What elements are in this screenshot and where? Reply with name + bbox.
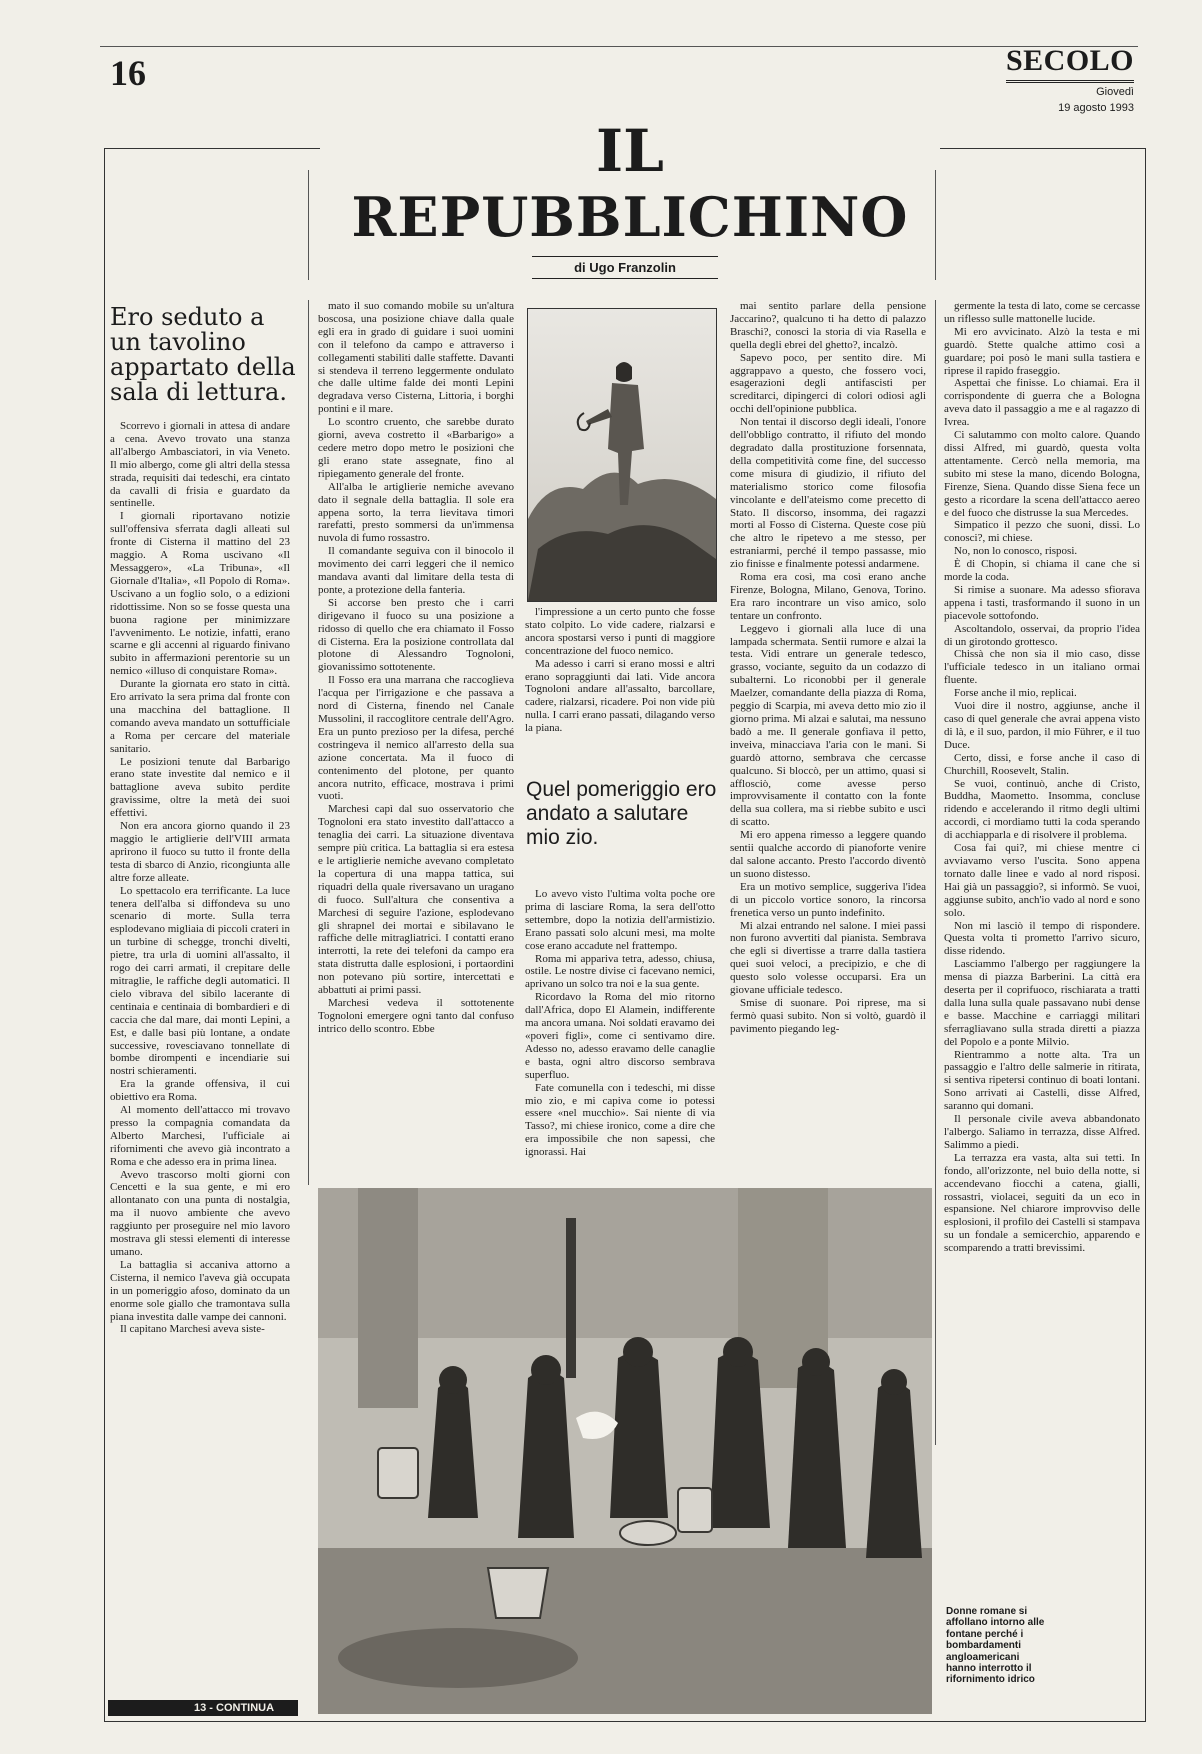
byline: di Ugo Franzolin bbox=[532, 256, 718, 279]
article-paragraph: Lasciammo l'albergo per raggiungere la mensa di piazza Barberini. La città era deserta per il coprifuoco, rischiarata a tratti dalla luna sulla quale passavano nubi dense e basse. Macchine e carriaggi militari sferragliavano sulla strada diretti a piazza del Popolo e a ponte Milvio. bbox=[944, 958, 1140, 1048]
article-column-2 bbox=[318, 300, 514, 1186]
article-column-1 bbox=[110, 420, 290, 1375]
article-paragraph: Se vuoi, continuò, anche di Cristo, Buddha, Maometto. Insomma, concluse ridendo e accelerando il ritmo degli ultimi accordi, ci mordiamo tutti la coda sperando di acchiapparla e di risolvere il problema. bbox=[944, 777, 1140, 842]
article-column-5 bbox=[944, 300, 1140, 1445]
issue-date: 19 agosto 1993 bbox=[1058, 102, 1134, 114]
photo-women-fountain bbox=[318, 1188, 932, 1714]
article-paragraph: Si rimise a suonare. Ma adesso sfiorava appena i tasti, trasformando il suono in un piacevole sottofondo. bbox=[944, 583, 1140, 622]
article-paragraph: Cosa fai qui?, mi chiese mentre ci avviavamo verso l'uscita. Sono appena tornato dalle linee e vado al nord risposi. Hai già un passaggio?, si informò. Se vuoi, aggiunse subito, anch'io vado al nord e sono solo. bbox=[944, 842, 1140, 919]
article-paragraph: Certo, dissi, e forse anche il caso di Churchill, Roosevelt, Stalin. bbox=[944, 751, 1140, 777]
article-paragraph: È di Chopin, si chiama il cane che si morde la coda. bbox=[944, 558, 1140, 584]
article-paragraph: mai sentito parlare della pensione Jaccarino?, qualcuno ti ha detto di palazzo Braschi?, conosci la storia di via Rasella e quella degli ebrei del ghetto?, incalzò. bbox=[730, 300, 926, 351]
article-paragraph: Roma era così, ma così erano anche Firenze, Bologna, Milano, Genova, Torino. Era raro incontrare un viso amico, solo tentare un confronto. bbox=[730, 571, 926, 622]
article-paragraph: Scorrevo i giornali in attesa di andare a cena. Avevo trovato una stanza all'albergo Ambasciatori, in via Veneto. Il mio albergo, come gli altri della stessa strada, requisiti dai tedeschi, era cintato da cavalli di frisia e guardato da sentinelle. bbox=[110, 420, 290, 510]
article-paragraph: Si accorse ben presto che i carri dirigevano il fuoco su una posizione a ridosso di quello che era chiamato il Fosso di Cisterna. Era la posizione controllata dal plotone di Alessandro Tognoloni, giovanissimo sottotenente. bbox=[318, 596, 514, 674]
subheading-uncle: Quel pomeriggio ero andato a salutare mio zio. bbox=[526, 778, 717, 849]
subheading-reading-room: Ero seduto a un tavolino appartato della sala di lettura. bbox=[110, 303, 296, 406]
article-column-3b bbox=[525, 888, 715, 1188]
article-paragraph: Marchesi vedeva il sottotenente Tognoloni emergere ogni tanto dal confuso intrico dello scontro. Ebbe bbox=[318, 996, 514, 1035]
article-paragraph: Non tentai il discorso degli ideali, l'onore dell'obbligo contratto, il rifiuto del mondo degradato dalla prostituzione forsennata, della competitività come fine, del successo come misura di giudizio, il rifiuto del materialismo storico come filosofia vincolante e dell'ateismo come precetto di Stato. Il discorso, insomma, dei ragazzi morti al Fosso di Cisterna. Queste cose più che altro le ripetevo a me stesso, per estraniarmi, perché il tempo passasse, mio zio finisse e finalmente potessi andarmene. bbox=[730, 416, 926, 571]
article-paragraph: No, non lo conosco, risposi. bbox=[954, 545, 1078, 558]
article-paragraph: Ricordavo la Roma del mio ritorno dall'Africa, dopo El Alamein, indifferente ma ancora umana. Noi soldati eravamo dei «poveri figli», come ci sentivamo dire. Adesso no, adesso eravamo delle canaglie e basta, ogni altro discorso sembrava superfluo. bbox=[525, 991, 715, 1081]
article-paragraph: Ma adesso i carri si erano mossi e altri erano sopraggiunti dai lati. Vide ancora Tognoloni andare all'assalto, barcollare, cadere, rialzarsi, ricadere. Poi non vide più nulla. I carri erano passati, dilagando verso la piana. bbox=[525, 657, 715, 735]
article-paragraph: Il personale civile aveva abbandonato l'albergo. Saliamo in terrazza, disse Alfred. Salimmo a piedi. bbox=[944, 1113, 1140, 1151]
article-paragraph: Chissà che non sia il mio caso, disse l'ufficiale tedesco in un italiano ormai fluente. bbox=[944, 648, 1140, 687]
soldier-photo-illustration bbox=[528, 309, 716, 601]
article-paragraph: Durante la giornata ero stato in città. Ero arrivato la sera prima dal fronte con una macchina del battaglione. Il comando aveva mandato un sottufficiale a Roma per cercare del materiale sanitario. bbox=[110, 678, 290, 755]
article-paragraph: Fate comunella con i tedeschi, mi disse mio zio, e mi capiva come io potessi essere «nel mucchio». Sai niente di via Tasso?, mi chiese ironico, come a dire che era impossibile che non sapessi, che ignorassi. Hai bbox=[525, 1081, 715, 1159]
article-paragraph: Ci salutammo con molto calore. Quando dissi Alfred, mi guardò, questa volta attentamente. Cercò nella memoria, ma subito mi stese la mano, dicendo Bologna, Firenze, Siena. Quando disse Siena fece un gesto a ricordare la scena dell'attacco aereo e del fuoco che distrusse la sua Mercedes. bbox=[944, 429, 1140, 519]
article-paragraph: Avevo trascorso molti giorni con Cencetti e la sua gente, e mi ero allontanato con una punta di nostalgia, ma il nuovo ambiente che avevo raggiunto per proseguire nel mio lavoro mostrava gli stessi elementi di interesse umano. bbox=[110, 1168, 290, 1258]
column-rule bbox=[308, 300, 309, 1185]
article-paragraph: La battaglia si accaniva attorno a Cisterna, il nemico l'aveva già occupata in un pomeriggio afoso, dominato da un enorme sole giallo che tramontava sulla piana investita dalle vampe dei cannoni. bbox=[110, 1258, 290, 1323]
column-rule bbox=[935, 300, 936, 1445]
article-paragraph: mato il suo comando mobile su un'altura boscosa, una posizione chiave dalla quale egli era in grado di guidare i suoi uomini con il telefono da campo e attraverso i collegamenti stabiliti dalle staffette. Davanti si stendeva il terreno leggermente ondulato che dalle ultime falde dei monti Lepini degradava verso Cisterna, Littoria, i borghi pontini e il mare. bbox=[318, 300, 514, 416]
article-paragraph: Lo spettacolo era terrificante. La luce tenera dell'alba si diffondeva su uno scenario di morte. Sulla terra esplodevano migliaia di piccoli crateri in un turbine di schegge, tronchi divelti, pietre, tra urla di uomini all'assalto, il rogo dei carri armati, il crepitare delle mitraglie, le raffiche degli automatici. Il cielo vibrava del sibilo lacerante di centinaia e centinaia di bombardieri e di caccia che dal mare, dai monti Lepini, a Est, e dalle basi più lontane, a ondate successive, rovesciavano tonnellate di bombe dirompenti e incendiarie sui nostri schieramenti. bbox=[110, 884, 290, 1078]
article-paragraph: Simpatico il pezzo che suoni, dissi. Lo conosci?, mi chiese. bbox=[944, 519, 1140, 545]
article-paragraph: Mi alzai entrando nel salone. I miei passi non furono avvertiti dal pianista. Sembrava che egli si divertisse a trarre dalla tastiera quei suoi veloci, a precipizio, e che di questo solo volesse occuparsi. Era un giovane ufficiale tedesco. bbox=[730, 919, 926, 997]
article-paragraph: Il capitano Marchesi aveva siste- bbox=[120, 1323, 265, 1336]
column-rule bbox=[308, 170, 309, 280]
article-paragraph: Il Fosso era una marrana che raccoglieva l'acqua per l'irrigazione e che passava a nord di Cisterna, finendo nel Canale Mussolini, il raccoglitore centrale dell'Agro. Era un punto prezioso per la difesa, perché costringeva il nemico all'arresto della sua azione concertata. Ma il fuoco di contenimento del plotone, per quanto ancora nutrito, efficace, mostrava i primi vuoti. bbox=[318, 674, 514, 803]
top-rule bbox=[100, 46, 1138, 47]
article-paragraph: Mi ero avvicinato. Alzò la testa e mi guardò. Stette qualche attimo così a guardare; poi posò le mani sulla tastiera e riprese il rapido fraseggio. bbox=[944, 325, 1140, 377]
article-paragraph: Era la grande offensiva, il cui obiettivo era Roma. bbox=[110, 1078, 290, 1104]
page-number: 16 bbox=[110, 53, 146, 93]
article-paragraph: La terrazza era vasta, alta sui tetti. In fondo, all'orizzonte, nel buio della notte, si accendevano fiocchi a catena, gialli, rossastri, violacei, seguiti da un eco in espansione. Nel chiarore improvviso delle esplosioni, il profilo dei Castelli si stampava su un fondale a semicerchio, apparendo e scomparendo a tratti brevissimi. bbox=[944, 1151, 1140, 1255]
continua-bar: 13 - CONTINUA bbox=[108, 1700, 298, 1716]
article-paragraph: Non era ancora giorno quando il 23 maggio le artiglierie dell'VIII armata aprirono il fuoco su tutto il fronte della testa di sbarco di Anzio, ricongiunta alle altre forze alleate. bbox=[110, 820, 290, 884]
article-paragraph: Al momento dell'attacco mi trovavo presso la compagnia comandata da Alberto Marchesi, l'ufficiale ai rifornimenti che avevo già incontrato a Roma e che adesso era in prima linea. bbox=[110, 1104, 290, 1168]
article-paragraph: Era un motivo semplice, suggeriva l'idea di un piccolo vortice sonoro, la rincorsa frenetica verso un punto indefinito. bbox=[730, 880, 926, 919]
article-paragraph: Ascoltandolo, osservai, da proprio l'idea di un girotondo grottesco. bbox=[944, 622, 1140, 648]
article-paragraph: Marchesi capì dal suo osservatorio che Tognoloni era stato investito dall'attacco a tenaglia dei carri. La situazione diventava sempre più critica. La battaglia si era estesa e le artiglierie nemiche avevano completato la copertura di una mappa tattica, sui riquadri della quale riversavano un uragano di fuoco. Sull'altura che consentiva a Marchesi di seguire l'azione, esplodevano gli shrapnel dei mortai e sibilavano le raffiche delle mitragliatrici. I contatti erano interrotti, la rete dei telefoni da campo era stata distrutta dalle esplosioni, i portaordini non potevano più sortire, intercettati e abbattuti ai primi passi. bbox=[318, 803, 514, 997]
article-paragraph: Forse anche il mio, replicai. bbox=[954, 687, 1077, 700]
newspaper-logo: SECOLO bbox=[1006, 44, 1134, 83]
article-paragraph: Smise di suonare. Poi riprese, ma si fermò quasi subito. Non si voltò, guardò il pavimento piegando leg- bbox=[730, 996, 926, 1035]
article-paragraph: Sapevo poco, per sentito dire. Mi aggrappavo a questo, che fossero voci, esagerazioni degli antifascisti per screditarci, dipingerci di colori odiosi agli occhi dell'opinione pubblica. bbox=[730, 351, 926, 416]
article-paragraph: All'alba le artiglierie nemiche avevano dato il segnale della battaglia. Il sole era appena sorto, la terra lievitava timori rarefatti, presto sommersi da un'immensa nuvola di fumo rossastro. bbox=[318, 480, 514, 545]
article-paragraph: I giornali riportavano notizie sull'offensiva sferrata dagli alleati sul fronte di Cisterna il mattino del 23 maggio. A Roma uscivano «Il Messaggero», «La Tribuna», «Il Giornale d'Italia», «Il Popolo di Roma». Uscivano a un foglio solo, o a edizioni ridottissime. Non so se fosse questa una buona ragione per minimizzare l'avvenimento. Le notizie, infatti, erano scarne e gli accenni al riguardo finivano subito in affermazioni perentorie su un nemico «illuso di conquistare Roma». bbox=[110, 510, 290, 678]
article-paragraph: Rientrammo a notte alta. Tra un passaggio e l'altro delle salmerie in ritirata, si sentiva ripetersi continuo di boati lontani. Sono arrivati ai Castelli, disse Alfred, saranno qui domani. bbox=[944, 1048, 1140, 1113]
issue-day: Giovedì bbox=[1096, 86, 1134, 98]
article-title bbox=[320, 118, 940, 250]
article-paragraph: Leggevo i giornali alla luce di una lampada schermata. Sentii rumore e alzai la testa. Vidi entrare un generale tedesco, grasso, vociante, seguito da un codazzo di subalterni. Lo riconobbi per il generale Maelzer, comandante della piazza di Roma, peggio di Scarpia, mi aveva detto mio zio il giorno prima. Mi alzai e salutai, ma nessuno badò a me. Il generale gonfiava il petto, inveiva, minacciava l'aria con le mani. Si guardò attorno, sembrava che cercasse qualcuno. Si bloccò, per un attimo, quasi si afflosciò, come avesse perso improvvisamente il contatto con la fonte della sua collera, ma si riebbe subito e uscì di scatto. bbox=[730, 622, 926, 829]
article-paragraph: Le posizioni tenute dal Barbarigo erano state investite dal nemico e il battaglione aveva subito perdite gravissime, oltre la metà dei suoi effettivi. bbox=[110, 755, 290, 820]
article-paragraph: l'impressione a un certo punto che fosse stato colpito. Lo vide cadere, rialzarsi e ancora spostarsi verso i punti di maggiore concentrazione del fuoco nemico. bbox=[525, 606, 715, 657]
article-paragraph: Non mi lasciò il tempo di rispondere. Questa volta ti prometto l'arrivo sicuro, disse ridendo. bbox=[944, 919, 1140, 958]
photo-caption: Donne romane si affollano intorno alle fontane perché i bombardamenti angloamericani hanno interrotto il rifornimento idrico bbox=[946, 1606, 1045, 1686]
fountain-photo-illustration bbox=[318, 1188, 932, 1714]
article-paragraph: Lo avevo visto l'ultima volta poche ore prima di lasciare Roma, la sera dell'otto settembre, dopo la notizia dell'armistizio. Erano passati solo alcuni mesi, ma molte cose erano accadute nel frattempo. bbox=[525, 888, 715, 952]
title-line-1: IL bbox=[596, 117, 664, 185]
article-paragraph: Roma mi appariva tetra, adesso, chiusa, ostile. Le nostre divise ci facevano nemici, aprivano un solco tra noi e la sua gente. bbox=[525, 952, 715, 991]
article-paragraph: germente la testa di lato, come se cercasse un riflesso sulle mattonelle lucide. bbox=[944, 300, 1140, 325]
article-paragraph: Lo scontro cruento, che sarebbe durato giorni, aveva costretto il «Barbarigo» a cedere metro dopo metro le posizioni che gli erano state assegnate, fino al ripiegamento generale del fronte. bbox=[318, 416, 514, 480]
column-rule bbox=[935, 170, 936, 280]
article-paragraph: Aspettai che finisse. Lo chiamai. Era il corrispondente di guerra che a Bologna aveva dato il passaggio a me e al ragazzo di Ivrea. bbox=[944, 377, 1140, 429]
article-paragraph: Vuoi dire il nostro, aggiunse, anche il caso di quel generale che avrai appena visto di là, e il suo, pardon, il mio Führer, e il tuo Duce. bbox=[944, 700, 1140, 751]
photo-soldier bbox=[527, 308, 717, 602]
article-paragraph: Mi ero appena rimesso a leggere quando sentii qualche accordo di pianoforte venire dal salone accanto. Presto l'accordo diventò un suono distesso. bbox=[730, 829, 926, 880]
masthead bbox=[1006, 44, 1134, 115]
article-column-4 bbox=[730, 300, 926, 1188]
title-line-2: REPUBBLICHINO bbox=[351, 185, 909, 249]
article-column-3 bbox=[525, 606, 715, 776]
article-paragraph: Il comandante seguiva con il binocolo il movimento dei carri leggeri che il nemico mandava avanti dal limitare della testa di ponte, a protezione della fanteria. bbox=[318, 545, 514, 596]
